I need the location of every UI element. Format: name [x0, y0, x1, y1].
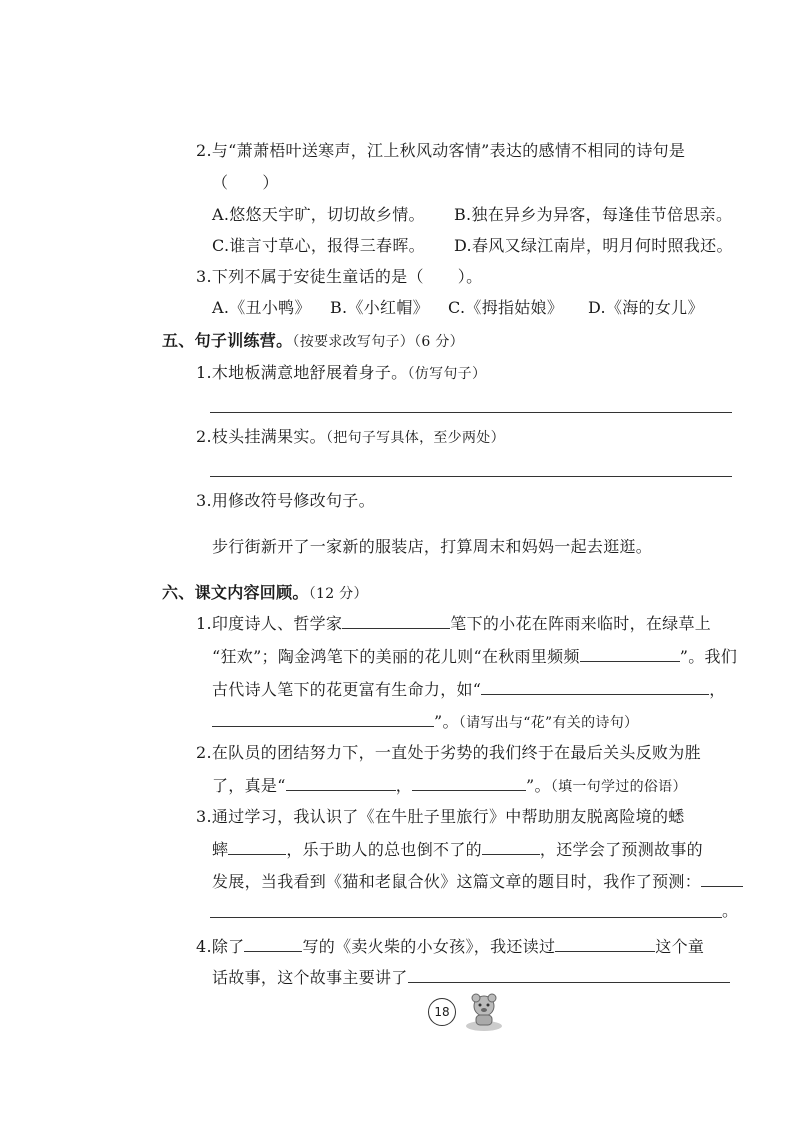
q2-option-c: C.谁言寸草心，报得三春晖。: [212, 236, 425, 255]
blank-cricket-name[interactable]: [228, 838, 286, 855]
s6-q4-line2: 话故事，这个故事主要讲了: [212, 966, 730, 989]
blank-poem-line2[interactable]: [212, 710, 434, 727]
blank-saying1[interactable]: [286, 774, 396, 791]
section6-heading: 六、课文内容回顾。（12 分）: [162, 583, 368, 602]
s5-item1-answer-line[interactable]: [210, 412, 732, 413]
s6-q1-line2: “狂欢”；陶金鸿笔下的美丽的花儿则“在秋雨里频频 ”。我们: [212, 647, 738, 666]
s6-q2-line2: 了，真是“ ， ”。（填一句学过的俗语）: [212, 776, 687, 795]
q3-option-c: C.《拇指姑娘》: [448, 298, 564, 317]
q3-option-a: A.《丑小鸭》: [212, 298, 311, 317]
s5-item2-answer-line[interactable]: [210, 476, 732, 477]
s6-q1-line1: 1.印度诗人、哲学家 笔下的小花在阵雨来临时，在绿草上: [196, 614, 712, 633]
blank-prediction-start[interactable]: [701, 870, 743, 887]
blank-poet[interactable]: [342, 612, 450, 629]
q3-stem: 3.下列不属于安徒生童话的是（ ）。: [196, 267, 483, 286]
bear-mascot-icon: [462, 992, 506, 1032]
s5-item1: 1.木地板满意地舒展着身子。（仿写句子）: [196, 363, 487, 382]
q2-option-a: A.悠悠天宇旷，切切故乡情。: [212, 205, 425, 224]
s6-q4-line1: 4.除了 写的《卖火柴的小女孩》，我还读过 这个童: [196, 937, 705, 956]
s5-item3: 3.用修改符号修改句子。: [196, 491, 375, 510]
s5-item2: 2.枝头挂满果实。（把句子写具体，至少两处）: [196, 427, 505, 446]
blank-flower-action[interactable]: [580, 645, 680, 662]
page-number: 18: [428, 998, 456, 1026]
q2-stem: 2.与“萧萧梧叶送寒声，江上秋风动客情”表达的感情不相同的诗句是: [196, 141, 686, 160]
blank-story-summary[interactable]: [408, 966, 730, 983]
s6-q2-line1: 2.在队员的团结努力下，一直处于劣势的我们终于在最后关头反败为胜: [196, 743, 701, 762]
s6-q1-line3: 古代诗人笔下的花更富有生命力，如“ ，: [212, 680, 726, 699]
q2-option-d: D.春风又绿江南岸，明月何时照我还。: [454, 236, 733, 255]
blank-author[interactable]: [244, 935, 302, 952]
s6-q3-line3: 发展，当我看到《猫和老鼠合伙》这篇文章的题目时，我作了预测：: [212, 870, 743, 893]
q3-option-b: B.《小红帽》: [330, 298, 429, 317]
blank-helper-name[interactable]: [482, 838, 540, 855]
blank-saying2[interactable]: [412, 774, 526, 791]
page-footer: [428, 996, 508, 1036]
s6-q3-line1: 3.通过学习，我认识了《在牛肚子里旅行》中帮助朋友脱离险境的蟋: [196, 807, 685, 826]
s5-sentence-to-fix: 步行街新开了一家新的服装店，打算周末和妈妈一起去逛逛。: [212, 537, 653, 556]
section5-heading: 五、句子训练营。（按要求改写句子）（6 分）: [162, 331, 464, 350]
q2-answer-paren: （ ）: [212, 173, 279, 192]
s6-q1-line4: ”。（请写出与“花”有关的诗句）: [212, 710, 638, 734]
s6-q3-line2: 蟀 ，乐于助人的总也倒不了的 ，还学会了预测故事的: [212, 840, 703, 859]
q2-option-b: B.独在异乡为异客，每逢佳节倍思亲。: [454, 205, 733, 224]
blank-poem-line1[interactable]: [481, 678, 709, 695]
s6-q3-line4: 。: [722, 901, 739, 920]
blank-story-title[interactable]: [555, 935, 655, 952]
q3-option-d: D.《海的女儿》: [588, 298, 704, 317]
s6-q3-prediction-line[interactable]: [210, 917, 722, 918]
